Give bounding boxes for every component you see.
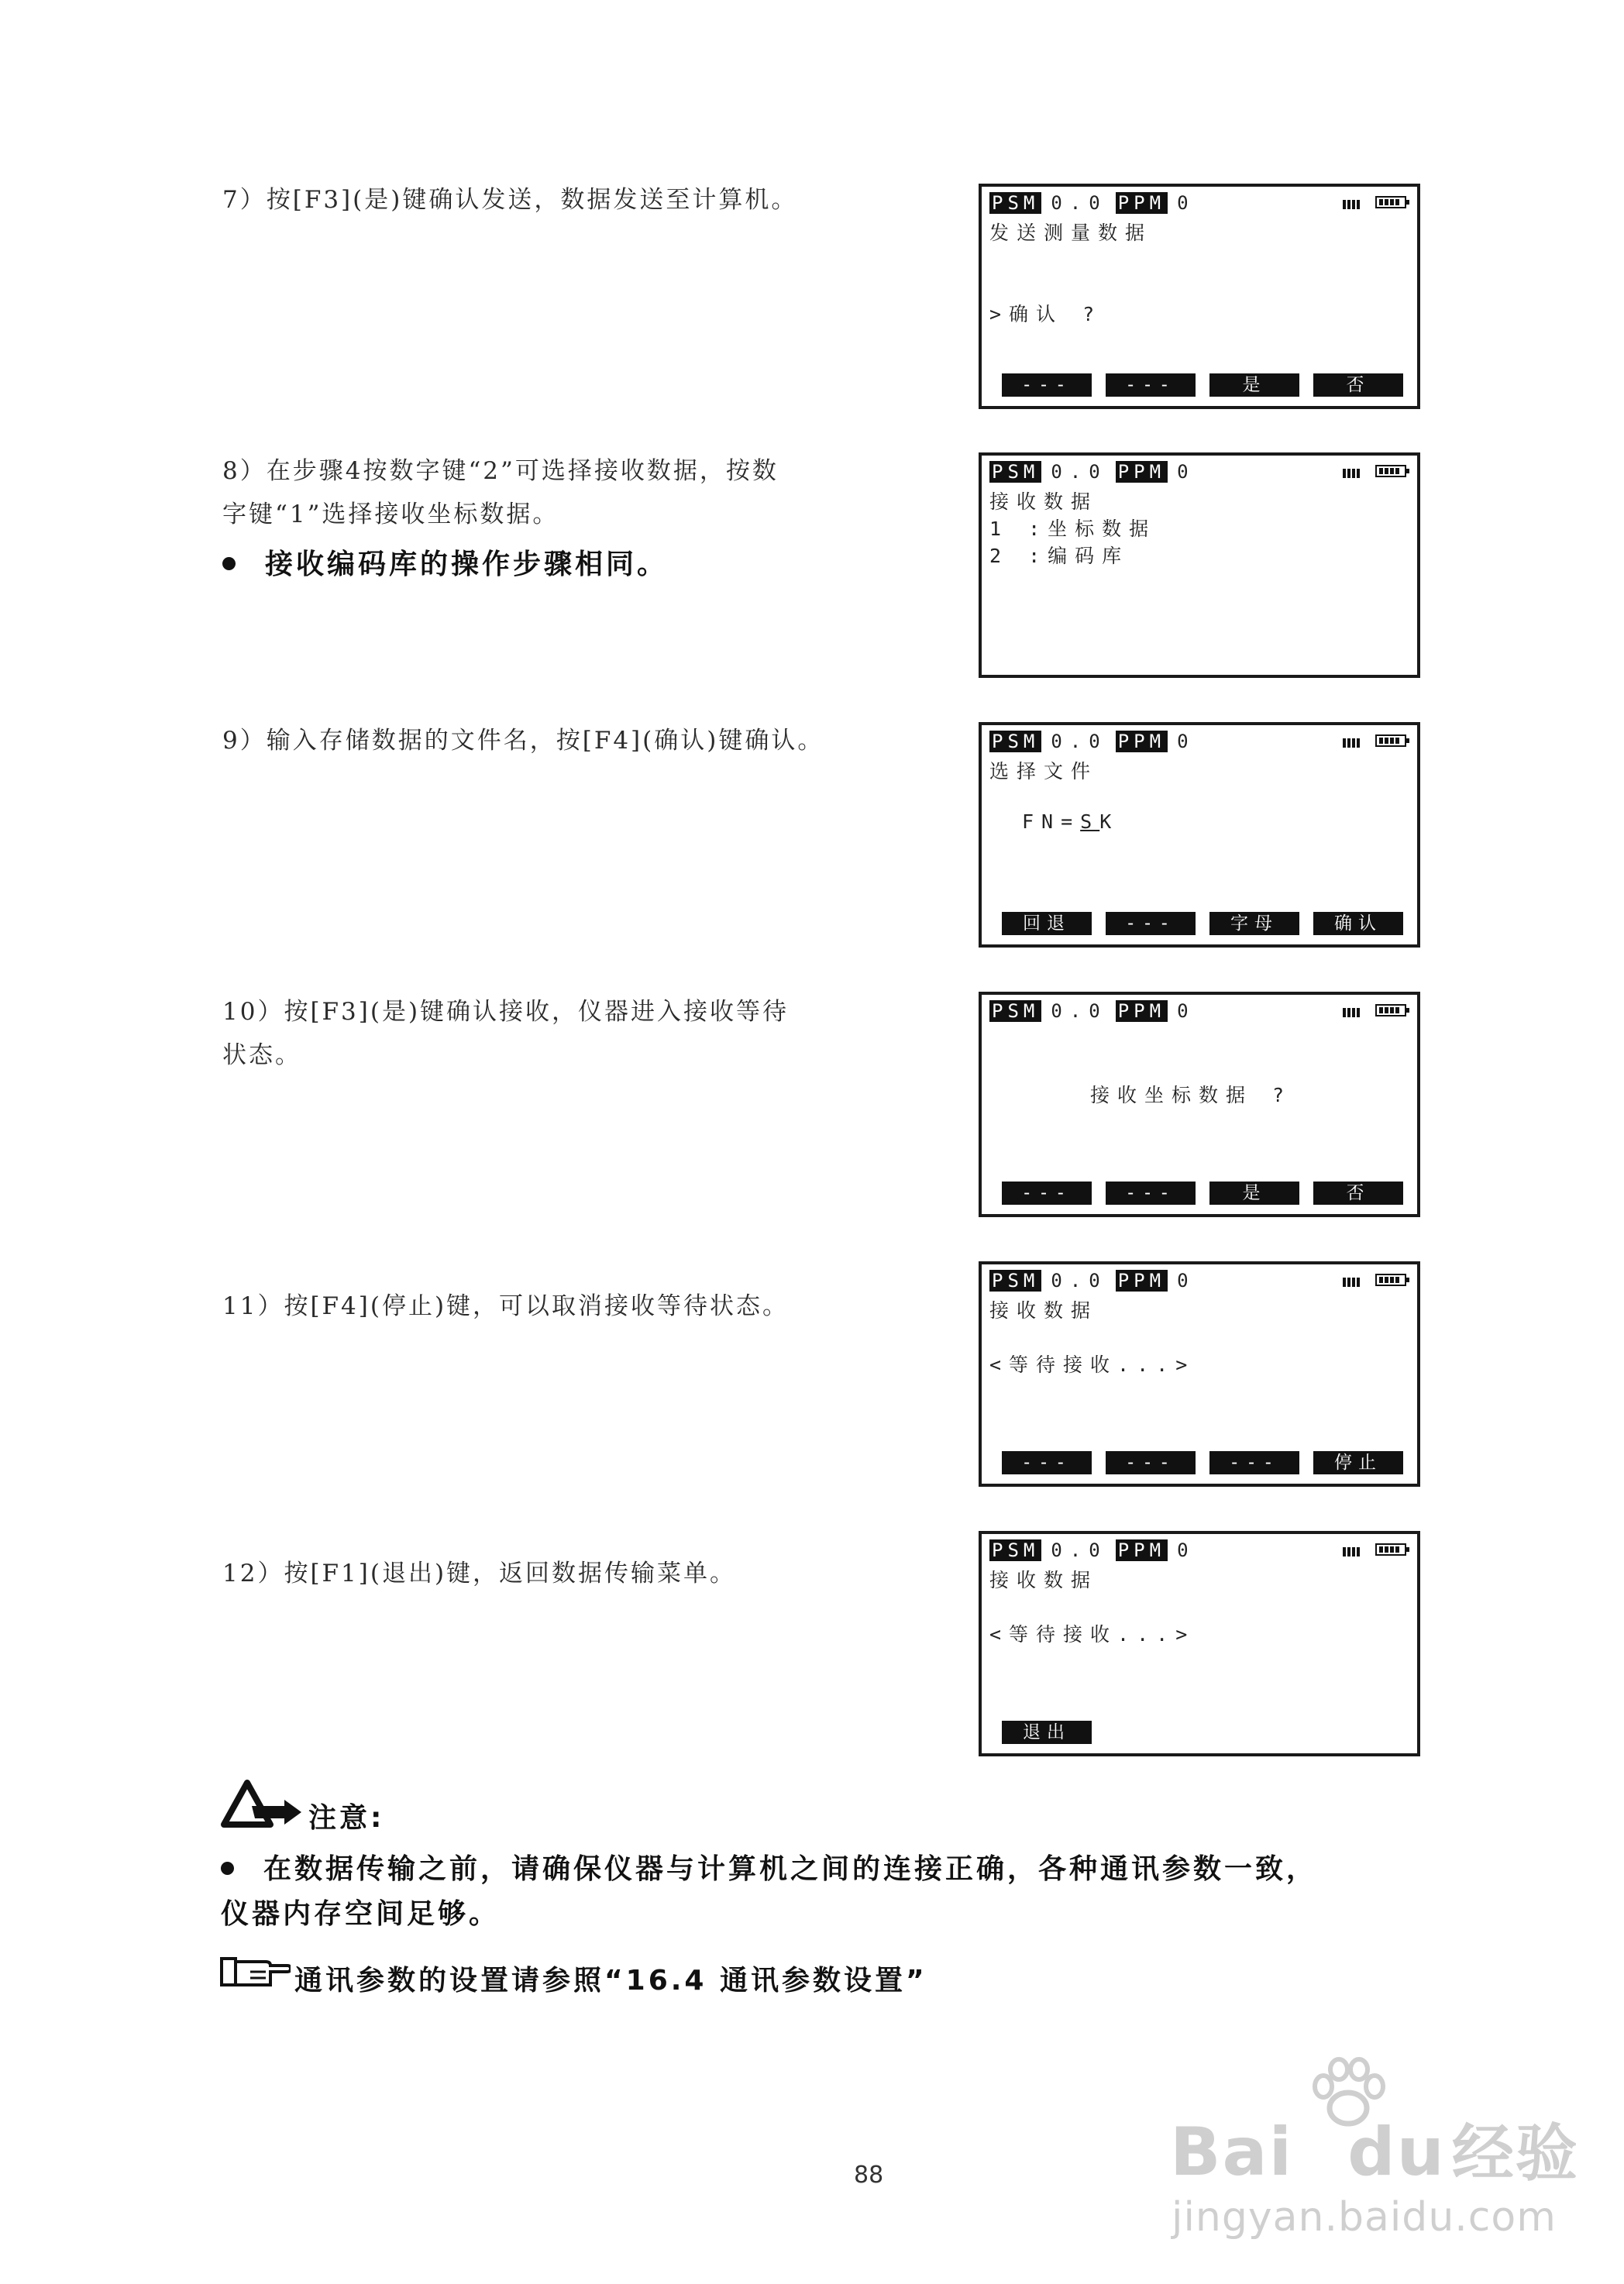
screen-waiting-receive — [979, 1261, 1420, 1487]
confirm-prompt: >确认 ? — [989, 303, 1103, 325]
battery-icon — [1375, 1543, 1406, 1556]
f1-key-back[interactable]: 回退 — [1002, 912, 1092, 935]
screen-receive-menu — [979, 452, 1420, 678]
watermark-url: jingyan.baidu.com — [1172, 2194, 1557, 2241]
screen-receive-confirm — [979, 992, 1420, 1217]
f3-key-letters[interactable]: 字母 — [1209, 912, 1299, 935]
battery-icon — [1375, 465, 1406, 477]
bullet-dot — [221, 1862, 234, 1875]
f2-key[interactable]: --- — [1106, 912, 1196, 935]
f2-key[interactable]: --- — [1106, 373, 1196, 397]
waiting-status: <等待接收...> — [989, 1354, 1196, 1376]
bullet-note: 接收编码库的操作步骤相同。 — [222, 542, 668, 582]
pointing-hand-icon — [219, 1952, 291, 1990]
screen-title: 选择文件 — [989, 760, 1099, 783]
signal-icon — [1343, 1006, 1366, 1015]
f3-key-yes[interactable]: 是 — [1209, 1182, 1299, 1205]
f4-key-no[interactable]: 否 — [1313, 373, 1403, 397]
battery-icon — [1375, 196, 1406, 208]
signal-icon — [1343, 736, 1366, 745]
page-number: 88 — [854, 2162, 884, 2189]
step-11-text: 11）按[F4](停止)键，可以取消接收等待状态。 — [222, 1292, 790, 1320]
screen-title: 发送测量数据 — [989, 222, 1153, 244]
signal-icon — [1343, 1545, 1366, 1554]
f1-key[interactable]: --- — [1002, 373, 1092, 397]
f1-key[interactable]: --- — [1002, 1451, 1092, 1474]
f1-key[interactable]: --- — [1002, 1182, 1092, 1205]
f2-key[interactable]: --- — [1106, 1182, 1196, 1205]
reference-note: 通讯参数的设置请参照“16.4 通讯参数设置” — [294, 1965, 927, 1997]
step-10-text: 10）按[F3](是)键确认接收，仪器进入接收等待 状态。 — [222, 998, 790, 1069]
step-12-text: 12）按[F1](退出)键，返回数据传输菜单。 — [222, 1560, 737, 1587]
f4-key-stop[interactable]: 停止 — [1313, 1451, 1403, 1474]
filename-field[interactable]: FN=SK — [1022, 810, 1120, 833]
f3-key[interactable]: --- — [1209, 1451, 1299, 1474]
battery-icon — [1375, 734, 1406, 747]
f4-key-confirm[interactable]: 确认 — [1313, 912, 1403, 935]
waiting-status: <等待接收...> — [989, 1623, 1196, 1646]
menu-item-code-library[interactable]: 2 :编码库 — [989, 545, 1130, 567]
screen-title: 接收数据 — [989, 1569, 1099, 1591]
step-9-text: 9）输入存储数据的文件名，按[F4](确认)键确认。 — [222, 727, 824, 755]
warning-hand-icon — [221, 1778, 304, 1829]
status-bar: PSM 0.0 PPM 0 — [989, 1540, 1204, 1560]
signal-icon — [1343, 466, 1366, 476]
note-line-1: 在数据传输之前，请确保仪器与计算机之间的连接正确，各种通讯参数一致， — [221, 1847, 1317, 1887]
battery-icon — [1375, 1274, 1406, 1286]
note-line-2: 仪器内存空间足够。 — [221, 1898, 501, 1930]
screen-waiting-exit — [979, 1531, 1420, 1756]
f4-key-no[interactable]: 否 — [1313, 1182, 1403, 1205]
status-bar: PSM 0.0 PPM 0 — [989, 462, 1204, 482]
screen-title: 接收数据 — [989, 490, 1099, 513]
f1-key-exit[interactable]: 退出 — [1002, 1721, 1092, 1744]
status-bar: PSM 0.0 PPM 0 — [989, 193, 1204, 213]
bullet-dot — [222, 557, 236, 570]
step-8-text: 8）在步骤4按数字键“2”可选择接收数据，按数 字键“1”选择接收坐标数据。 — [222, 457, 779, 528]
f2-key[interactable]: --- — [1106, 1451, 1196, 1474]
signal-icon — [1343, 198, 1366, 207]
screen-send-confirm — [979, 184, 1420, 409]
screen-select-file — [979, 722, 1420, 948]
step-7-text: 7）按[F3](是)键确认发送，数据发送至计算机。 — [222, 186, 798, 214]
status-bar: PSM 0.0 PPM 0 — [989, 1271, 1204, 1291]
receive-prompt: 接收坐标数据 ? — [1090, 1084, 1292, 1106]
status-bar: PSM 0.0 PPM 0 — [989, 1001, 1204, 1021]
f3-key-yes[interactable]: 是 — [1209, 373, 1299, 397]
signal-icon — [1343, 1275, 1366, 1285]
note-title: 注意: — [308, 1802, 385, 1834]
screen-title: 接收数据 — [989, 1299, 1099, 1322]
battery-icon — [1375, 1004, 1406, 1016]
watermark-brand: Bai du 经验 — [1170, 2114, 1579, 2191]
menu-item-coordinate[interactable]: 1 :坐标数据 — [989, 518, 1157, 540]
status-bar: PSM 0.0 PPM 0 — [989, 731, 1204, 752]
